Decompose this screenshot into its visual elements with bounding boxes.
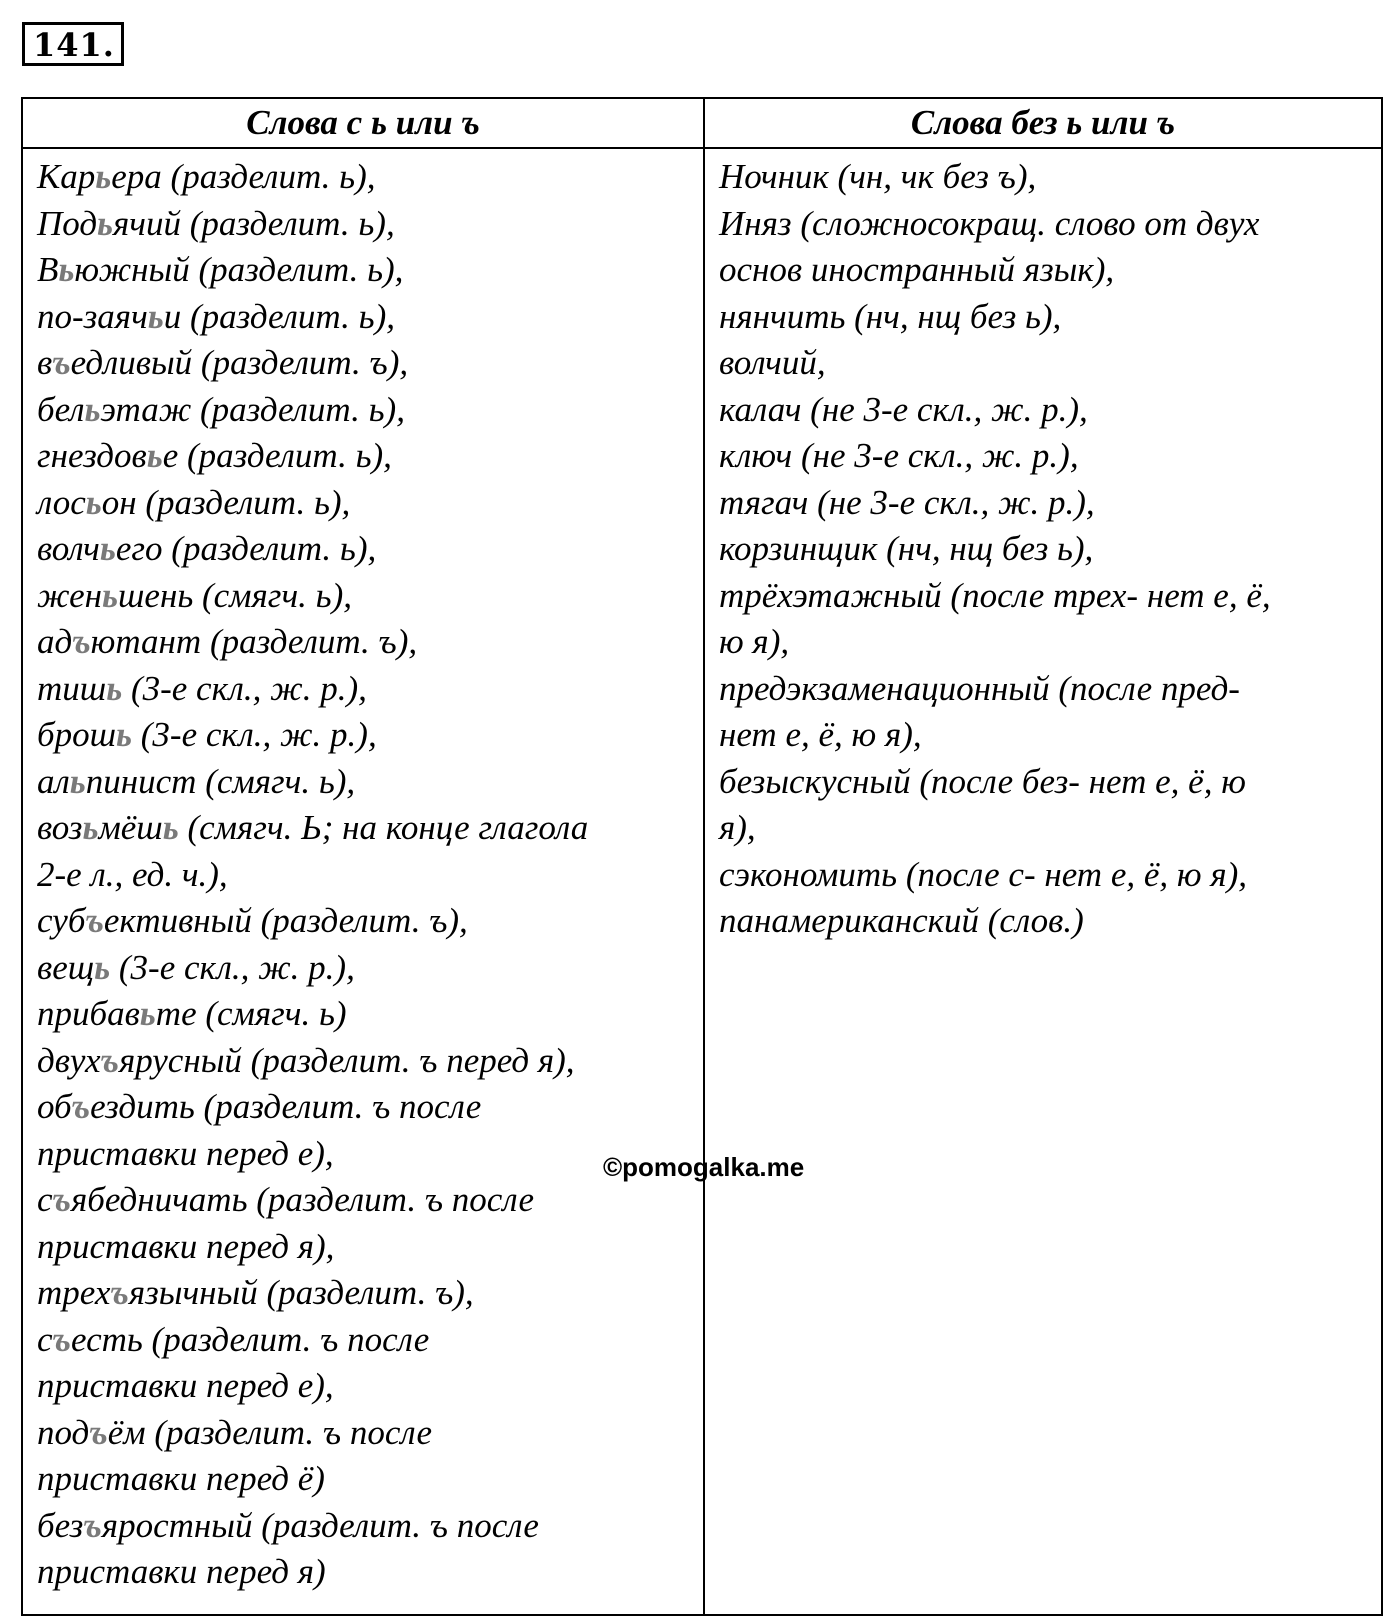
list-item xyxy=(37,805,693,852)
header-without-signs: Слова без ь или ъ xyxy=(704,98,1382,148)
word-text: ад xyxy=(37,622,73,661)
word-text: под xyxy=(37,1412,90,1452)
list-item xyxy=(37,247,693,294)
word-text: едливый (разделит. ъ), xyxy=(70,343,409,382)
highlighted-sign: ь xyxy=(99,529,116,568)
highlighted-sign: ь xyxy=(106,668,123,708)
word-text: ера (разделит. ь), xyxy=(111,157,376,196)
word-text: этаж (разделит. ь), xyxy=(100,389,405,429)
word-text: и (разделит. ь), xyxy=(163,296,395,336)
highlighted-sign: ъ xyxy=(83,1505,102,1545)
word-text: он (разделит. ь), xyxy=(101,482,351,522)
word-text: 2-е л., ед. ч.), xyxy=(37,854,228,894)
word-text: волч xyxy=(37,529,100,568)
highlighted-sign: ь xyxy=(162,808,179,847)
list-item: панамериканский (слов.) xyxy=(719,901,1084,940)
list-item xyxy=(37,1363,693,1410)
word-text: ярусный (разделит. ъ перед я), xyxy=(118,1040,575,1080)
word-text: приставки перед я) xyxy=(37,1552,326,1591)
list-item xyxy=(37,154,693,201)
highlighted-sign: ь xyxy=(116,715,133,754)
highlighted-sign: ь xyxy=(102,575,118,615)
word-text: приставки перед я), xyxy=(37,1226,335,1266)
highlighted-sign: ь xyxy=(95,157,112,196)
word-text: ябедничать (разделит. ъ после xyxy=(71,1180,534,1219)
word-text: язычный (разделит. ъ), xyxy=(128,1273,474,1312)
highlighted-sign: ь xyxy=(85,482,102,522)
word-text: (3-е скл., ж. р.), xyxy=(110,947,355,987)
word-text: ячий (разделит. ь), xyxy=(113,203,395,243)
list-item xyxy=(37,340,693,387)
list-item xyxy=(37,852,693,899)
word-text: без xyxy=(37,1505,84,1545)
word-text: шень (смягч. ь), xyxy=(118,575,352,615)
word-text: приставки перед е), xyxy=(37,1133,334,1173)
list-item: Иняз (сложносокращ. слово от двух xyxy=(719,203,1260,243)
highlighted-sign: ъ xyxy=(110,1273,129,1312)
word-text: трех xyxy=(37,1273,111,1312)
word-text: Кар xyxy=(37,157,96,196)
highlighted-sign: ъ xyxy=(71,1087,91,1126)
list-item: предэкзаменационный (после пред- xyxy=(719,668,1240,708)
highlighted-sign: ъ xyxy=(52,1180,71,1219)
list-item: нянчить (нч, нщ без ь), xyxy=(719,296,1062,336)
word-text: гнездов xyxy=(37,436,147,475)
word-text: суб xyxy=(37,901,86,940)
word-text: приставки перед ё) xyxy=(37,1459,325,1498)
highlighted-sign: ь xyxy=(82,808,99,847)
list-item xyxy=(37,712,693,759)
word-text: прибав xyxy=(37,994,140,1033)
list-item xyxy=(37,1410,693,1457)
list-item: волчий, xyxy=(719,343,826,382)
list-item xyxy=(37,759,693,806)
word-text: жен xyxy=(37,575,102,615)
word-text: об xyxy=(37,1087,72,1126)
highlighted-sign: ь xyxy=(94,947,111,987)
word-text: южный (разделит. ь), xyxy=(74,250,404,289)
list-item xyxy=(37,666,693,713)
list-item: корзинщик (нч, нщ без ь), xyxy=(719,529,1094,568)
highlighted-sign: ь xyxy=(84,389,101,429)
word-text: те (смягч. ь) xyxy=(155,994,347,1033)
list-item: Ночник (чн, чк без ъ), xyxy=(719,157,1037,196)
word-text: В xyxy=(37,250,59,289)
list-item: нет е, ё, ю я), xyxy=(719,715,922,754)
word-text: (смягч. Ь; на конце глагола xyxy=(178,808,589,847)
list-item: ю я), xyxy=(719,622,790,661)
word-text: есть (разделит. ъ после xyxy=(71,1319,430,1359)
words-without-signs-column xyxy=(704,148,1382,1615)
list-item xyxy=(37,201,693,248)
highlighted-sign: ь xyxy=(146,436,163,475)
list-item xyxy=(37,1317,693,1364)
words-table xyxy=(21,97,1383,1616)
word-text: в xyxy=(37,343,53,382)
highlighted-sign: ь xyxy=(139,994,156,1033)
highlighted-sign: ъ xyxy=(85,901,104,940)
table-body-row xyxy=(22,148,1382,1615)
word-text: ективный (разделит. ъ), xyxy=(103,901,468,940)
highlighted-sign: ь xyxy=(69,761,86,801)
exercise-number: 141. xyxy=(22,22,124,66)
highlighted-sign: ъ xyxy=(89,1412,108,1452)
list-item xyxy=(37,1456,693,1503)
highlighted-sign: ь xyxy=(147,296,164,336)
highlighted-sign: ъ xyxy=(72,622,91,661)
word-text: лос xyxy=(37,482,86,522)
highlighted-sign: ъ xyxy=(52,1319,71,1359)
word-text: ездить (разделит. ъ после xyxy=(90,1087,482,1126)
list-item: ключ (не 3-е скл., ж. р.), xyxy=(719,436,1079,475)
word-text: двух xyxy=(37,1040,101,1080)
word-text: с xyxy=(37,1180,53,1219)
list-item xyxy=(37,619,693,666)
list-item xyxy=(37,898,693,945)
word-text: брош xyxy=(37,715,117,754)
list-item xyxy=(37,1224,693,1271)
watermark: ©pomogalka.me xyxy=(603,1152,805,1182)
word-text: Под xyxy=(37,203,98,243)
list-item: калач (не 3-е скл., ж. р.), xyxy=(719,389,1088,429)
word-text: (3-е скл., ж. р.), xyxy=(132,715,377,754)
highlighted-sign: ь xyxy=(97,203,114,243)
word-text: е (разделит. ь), xyxy=(162,436,392,475)
list-item xyxy=(37,526,693,573)
word-text: яростный (разделит. ъ после xyxy=(101,1505,539,1545)
list-item xyxy=(37,480,693,527)
list-item xyxy=(37,433,693,480)
highlighted-sign: ъ xyxy=(52,343,71,382)
header-with-signs: Слова с ь или ъ xyxy=(22,98,704,148)
word-text: мёш xyxy=(98,808,163,847)
list-item xyxy=(37,1549,693,1596)
list-item: я), xyxy=(719,808,756,847)
list-item xyxy=(37,294,693,341)
list-item xyxy=(37,991,693,1038)
list-item xyxy=(37,573,693,620)
word-text: приставки перед е), xyxy=(37,1366,334,1405)
word-text: (3-е скл., ж. р.), xyxy=(122,668,367,708)
list-item: трёхэтажный (после трех- нет е, ё, xyxy=(719,575,1271,615)
word-text: с xyxy=(37,1319,53,1359)
list-item xyxy=(37,1131,693,1178)
list-item xyxy=(37,1084,693,1131)
table-header-row xyxy=(22,98,1382,148)
list-item xyxy=(37,387,693,434)
highlighted-sign: ъ xyxy=(100,1040,119,1080)
word-text: ём (разделит. ъ после xyxy=(107,1412,433,1452)
list-item xyxy=(37,1503,693,1550)
list-item xyxy=(37,1270,693,1317)
list-item: основ иностранный язык), xyxy=(719,250,1115,289)
list-item xyxy=(37,1177,693,1224)
list-item: безыскусный (после без- нет е, ё, ю xyxy=(719,761,1246,801)
word-text: ал xyxy=(37,761,70,801)
word-text: его (разделит. ь), xyxy=(115,529,377,568)
word-text: по-заяч xyxy=(37,296,148,336)
highlighted-sign: ь xyxy=(58,250,75,289)
word-text: тиш xyxy=(37,668,107,708)
word-text: бел xyxy=(37,389,85,429)
list-item: сэкономить (после с- нет е, ё, ю я), xyxy=(719,854,1248,894)
list-item: тягач (не 3-е скл., ж. р.), xyxy=(719,482,1095,522)
words-with-signs-column xyxy=(22,148,704,1615)
word-text: вещ xyxy=(37,947,95,987)
list-item xyxy=(37,1038,693,1085)
word-text: воз xyxy=(37,808,83,847)
word-text: ютант (разделит. ъ), xyxy=(90,622,418,661)
list-item xyxy=(37,945,693,992)
word-text: пинист (смягч. ь), xyxy=(85,761,356,801)
